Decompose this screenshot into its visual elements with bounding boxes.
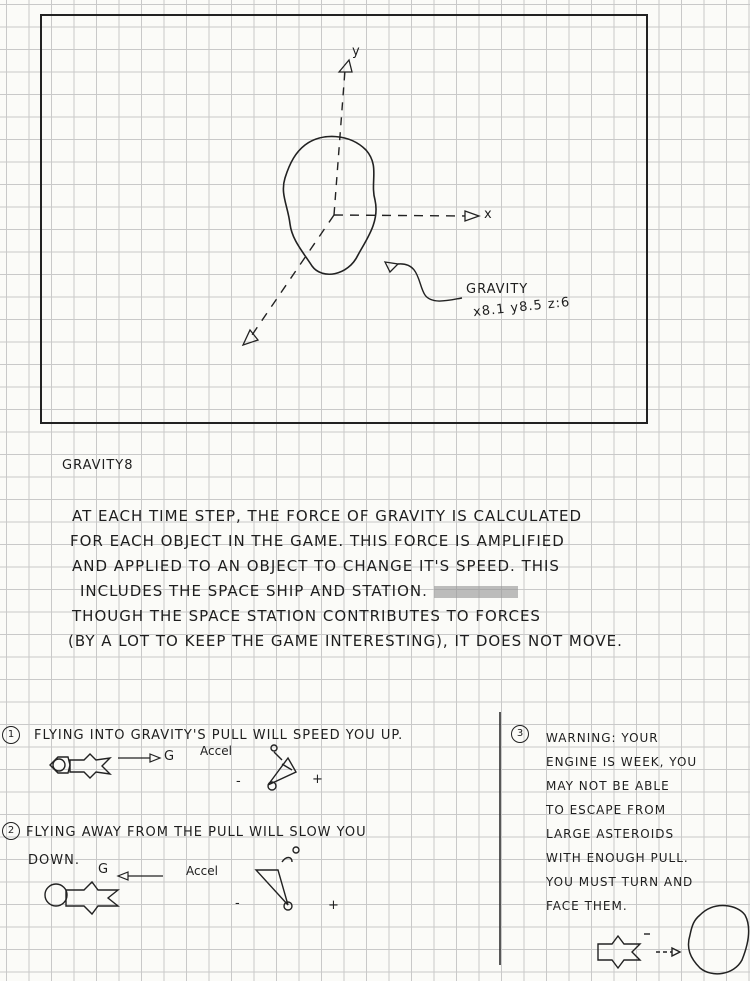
paragraph-line: AT EACH TIME STEP, THE FORCE OF GRAVITY IS CALCULATED — [72, 507, 583, 525]
y-axis-label: y — [352, 44, 361, 59]
z-axis — [252, 215, 334, 335]
x-axis — [334, 215, 465, 216]
note-2-plus: + — [328, 898, 340, 913]
callout-leader — [398, 264, 462, 301]
note-1-g-label: G — [164, 749, 176, 764]
note-1-text: FLYING INTO GRAVITY'S PULL WILL SPEED YOU UP. — [34, 728, 404, 743]
ship-sketch-3 — [598, 934, 680, 968]
note-number-1: 1 — [2, 726, 20, 744]
ship-sketch-2 — [45, 882, 118, 914]
note-1-plus: + — [312, 772, 324, 787]
paragraph-line: INCLUDES THE SPACE SHIP AND STATION. — [80, 582, 623, 607]
note-1-minus: - — [236, 774, 242, 789]
paragraph-line: THOUGH THE SPACE STATION CONTRIBUTES TO FORCES — [72, 607, 541, 625]
note-3-line: FACE THEM. — [546, 899, 628, 913]
note-2-text-line2: DOWN. — [28, 853, 80, 868]
note-3-line: MAY NOT BE ABLE — [546, 779, 670, 793]
scribbled-out-word — [434, 586, 518, 598]
note-number-3: 3 — [511, 725, 529, 743]
asteroid-small — [688, 906, 748, 974]
note-2-g-label: G — [98, 862, 110, 877]
note-3-line: TO ESCAPE FROM — [546, 803, 667, 817]
accel-sketch-1 — [268, 745, 296, 790]
callout-title: GRAVITY — [466, 282, 529, 297]
note-number-2: 2 — [2, 822, 20, 840]
callout-coords: x8.1 y8.5 z:6 — [472, 294, 572, 321]
paragraph-line: AND APPLIED TO AN OBJECT TO CHANGE IT'S SPEED. THIS — [72, 557, 560, 575]
ship-sketch-1 — [50, 754, 110, 778]
note-2-minus: - — [235, 896, 241, 911]
paragraph-line: FOR EACH OBJECT IN THE GAME. THIS FORCE IS AMPLIFIED — [70, 532, 565, 550]
note-3-line: LARGE ASTEROIDS — [546, 827, 675, 841]
note-3-line: WITH ENOUGH PULL. — [546, 851, 689, 865]
callout-arrow — [385, 262, 398, 272]
accel-sketch-2 — [256, 847, 299, 910]
note-3-line: YOU MUST TURN AND — [546, 875, 694, 889]
x-axis-label: x — [484, 207, 493, 222]
note-3-text — [546, 726, 697, 918]
note-2-text-line1: FLYING AWAY FROM THE PULL WILL SLOW YOU — [26, 825, 367, 840]
z-axis-arrow — [243, 330, 258, 345]
note-3-line: ENGINE IS WEEK, YOU — [546, 755, 698, 769]
y-axis — [334, 70, 345, 215]
note-3-line: WARNING: YOUR — [546, 731, 659, 745]
asteroid-shape — [283, 136, 376, 274]
note-2-accel-label: Accel — [186, 864, 218, 878]
section-heading: GRAVITY8 — [62, 458, 134, 473]
description-paragraph — [68, 507, 623, 657]
y-axis-arrow — [339, 60, 352, 72]
note-1-accel-label: Accel — [200, 744, 232, 758]
paragraph-line: (BY A LOT TO KEEP THE GAME INTERESTING), IT DOES NOT MOVE. — [68, 632, 623, 650]
x-axis-arrow — [465, 211, 479, 221]
